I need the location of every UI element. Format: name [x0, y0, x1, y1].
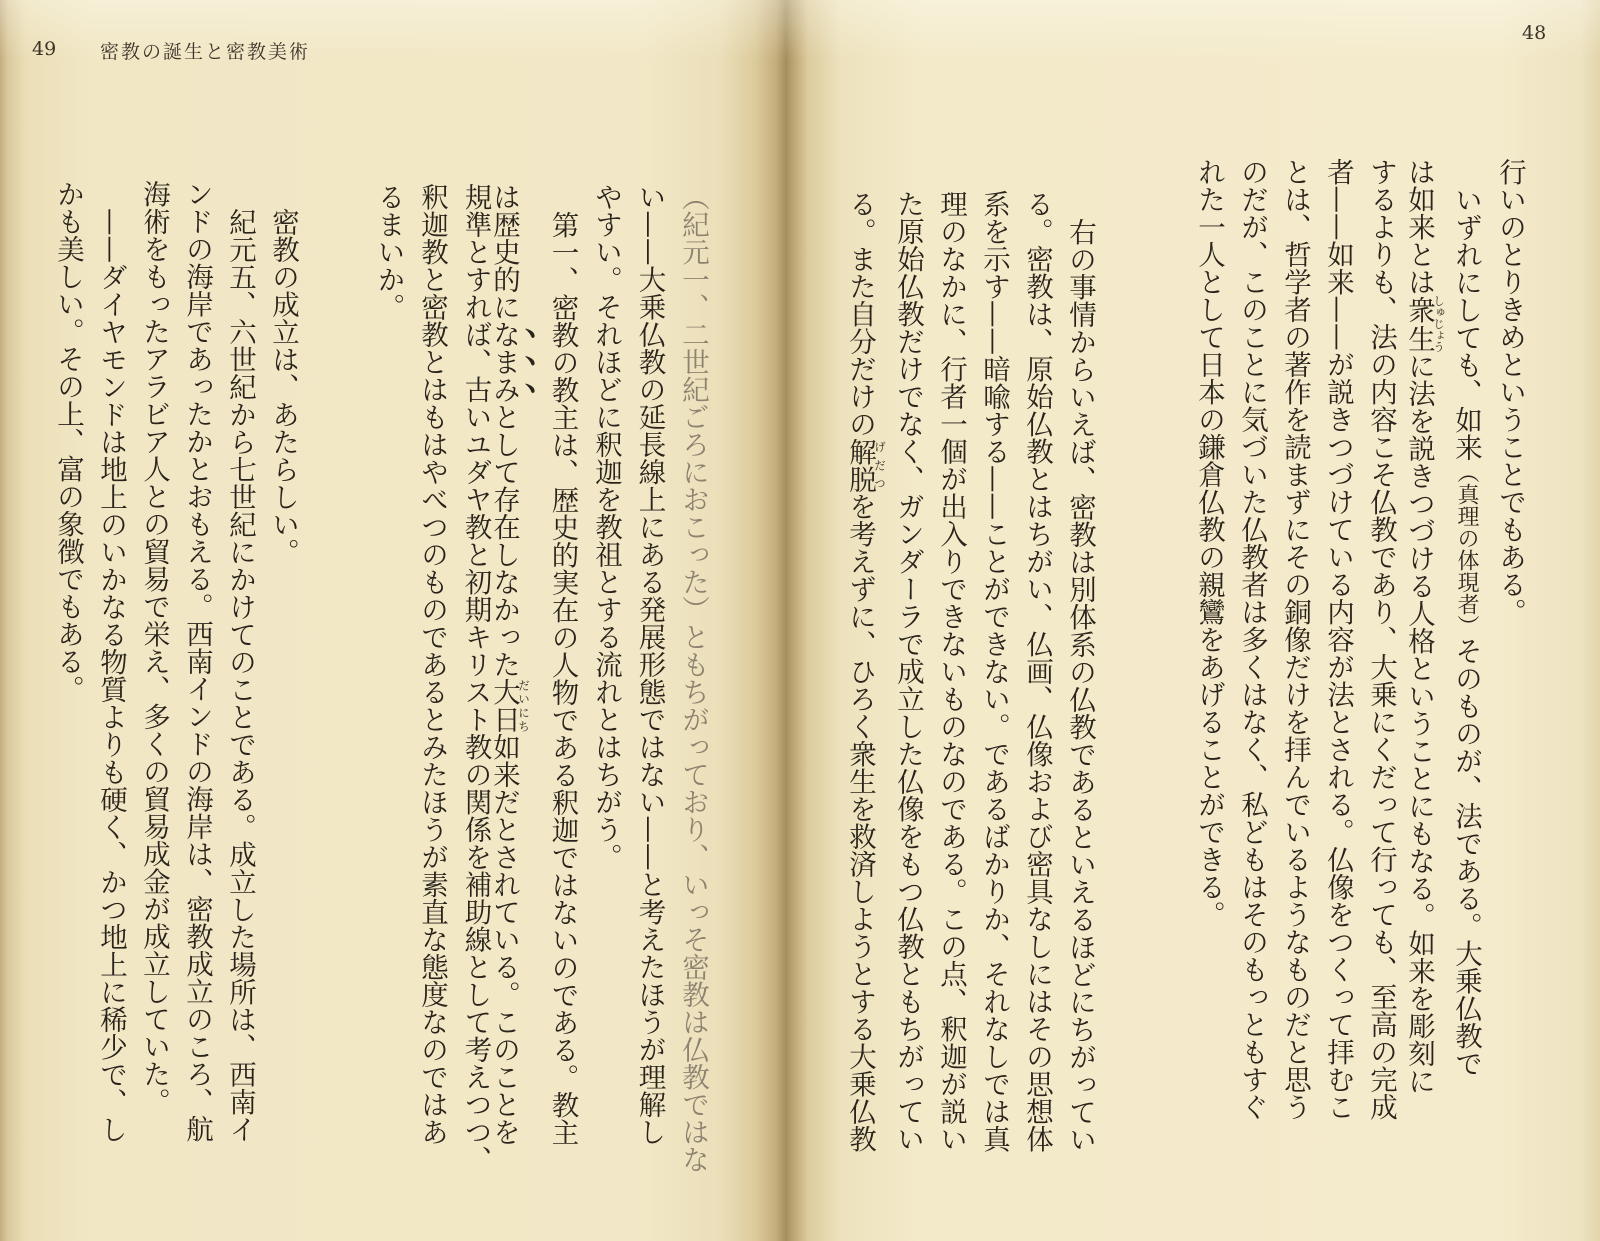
- text-line: [843, 190, 886, 1190]
- text-line: る。密教は、原始仏教とはちがい、仏画、仏像および密具なしにはその思想体: [1021, 190, 1053, 1153]
- text-line: 釈迦教と密教とはもはやべつのものであるとみたほうが素直な態度なのではあ: [416, 183, 448, 1146]
- left-page: [0, 0, 790, 1241]
- page-number: 48: [1522, 22, 1547, 44]
- line-segment: を考えずに、ひろく衆生を救済しようとする大乗仏教: [844, 492, 876, 1153]
- line-segment: は如来とは: [1403, 158, 1435, 296]
- text-line: 系を示す——暗喩する——ことができない。であるばかりか、それなしでは真: [978, 190, 1010, 1153]
- text-block: [366, 183, 714, 1183]
- ruby-word: [844, 437, 887, 493]
- running-title: 密教の誕生と密教美術: [100, 41, 311, 63]
- right-page: [790, 0, 1600, 1241]
- text-line: た原始仏教だけでなく、ガンダーラで成立した仏像をもつ仏教ともちがってい: [892, 190, 924, 1153]
- text-line: かも美しい。その上、富の象徴でもある。: [52, 180, 84, 703]
- text-line: ンドの海岸であったかとおもえる。西南インドの海岸は、密教成立のころ、航: [181, 180, 213, 1143]
- text-line: 第一、密教の教主は、歴史的実在の人物である釈迦ではないのである。教主: [546, 210, 579, 1146]
- text-line: 者——如来——が説きつづけている内容が法とされる。仏像をつくって拝むこ: [1322, 158, 1354, 1121]
- text-line: 海術をもったアラビア人との貿易で栄え、多くの貿易成金が成立していた。: [138, 180, 170, 1115]
- text-line: とは、哲学者の著作を読まずにその銅像だけを拝んでいるようなものだと思う: [1279, 158, 1311, 1121]
- text-line: 右の事情からいえば、密教は別体系の仏教であるといえるほどにちがってい: [1064, 217, 1096, 1153]
- text-line: [1402, 158, 1445, 1158]
- line-segment: 如来だとされている。このことを: [488, 733, 520, 1146]
- ruby-base: 衆生: [1403, 294, 1435, 353]
- ruby-base: 解脱: [844, 437, 876, 493]
- text-block: [46, 180, 304, 1180]
- ruby-word: [1403, 294, 1446, 353]
- text-line: 密教の成立は、あたらしい。: [267, 207, 299, 565]
- line-segment: は歴史的に: [488, 183, 520, 321]
- parenthetical-note: （真理の体現者）: [1454, 460, 1479, 637]
- text-block: [1187, 158, 1531, 1158]
- text-line: 規準とすれば、古いユダヤ教と初期キリスト教の関係を補助線として考えつつ、: [459, 183, 492, 1173]
- ruby-reading: しゅじょう: [1432, 294, 1446, 353]
- text-line: するよりも、法の内容こそ仏教であり、大乗にくだって行っても、至高の完成: [1365, 158, 1397, 1121]
- line-segment: いずれにしても、如来: [1450, 185, 1482, 461]
- page-number: 49: [32, 38, 57, 60]
- text-line: やすい。それほどに釈迦を教祖とする流れとはちがう。: [590, 183, 622, 871]
- line-segment: そのものが、法である。大乗仏教で: [1450, 636, 1482, 1077]
- line-segment: として存在しなかった: [488, 403, 520, 678]
- text-line: るまいか。: [372, 183, 405, 321]
- text-line: 理のなかに、行者一個が出入りできないものなのである。この点、釈迦が説い: [935, 190, 967, 1153]
- text-line: 行いのとりきめということでもある。: [1494, 158, 1526, 626]
- text-line: （紀元一、二世紀ごろにおこった）ともちがっており、いっそ密教は仏教ではな: [677, 183, 709, 1173]
- ruby-base: 大日: [488, 678, 520, 733]
- text-line: のだが、このことに気づいた仏教者は多くはなく、私どもはそのもっともすぐ: [1236, 158, 1268, 1121]
- text-line: 紀元五、六世紀から七世紀にかけてのことである。成立した場所は、西南イ: [224, 207, 256, 1143]
- text-block: [843, 190, 1101, 1190]
- ruby-reading: げだつ: [873, 437, 887, 493]
- text-line: れた一人として日本の鎌倉仏教の親鸞をあげることができる。: [1193, 158, 1225, 928]
- text-line: [488, 183, 541, 1183]
- text-line: い——大乗仏教の延長線上にある発展形態ではない——と考えたほうが理解し: [633, 183, 666, 1146]
- line-segment: に法を説きつづける人格ということにもなる。如来を彫刻に: [1403, 351, 1435, 1095]
- line-segment: る。また自分だけの: [844, 190, 876, 438]
- ruby-reading: だいにち: [517, 678, 531, 733]
- text-line: ——ダイヤモンドは地上のいかなる物質よりも硬く、かつ地上に稀少で、し: [95, 207, 127, 1143]
- text-line: [1445, 158, 1488, 1158]
- emphasized-text: なまみ: [488, 320, 520, 403]
